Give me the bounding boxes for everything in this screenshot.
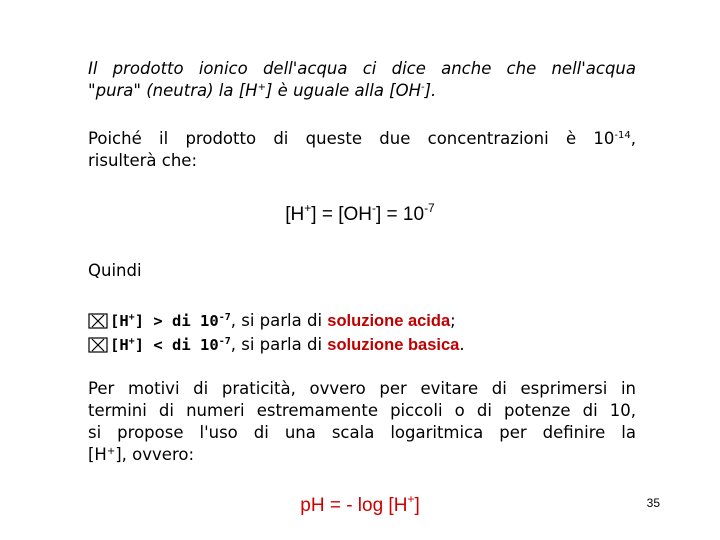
eq-fragment: ] = [OH	[311, 204, 372, 225]
superscript: +	[106, 446, 116, 457]
text-fragment: ], ovvero:	[115, 445, 195, 464]
text-fragment: .	[459, 335, 465, 354]
boxed-x-icon	[88, 337, 110, 359]
text-line: risulterà che:	[88, 151, 198, 170]
condition	[110, 312, 231, 330]
text-fragment: ].	[424, 81, 437, 100]
superscript: +	[407, 492, 415, 506]
superscript: +	[304, 201, 312, 215]
page-number: 35	[646, 496, 660, 510]
text-line: si propose l'uso di una scala logaritmica per definire la	[88, 423, 636, 442]
text-fragment: [H	[88, 445, 107, 464]
text-fragment: ] < di 10	[134, 336, 219, 354]
paragraph-ionic-product	[88, 58, 636, 102]
condition	[110, 336, 231, 354]
text-fragment: "pura" (neutra) la [H	[88, 81, 258, 100]
text-line: Il prodotto ionico dell'acqua ci dice anche che nell'acqua	[88, 59, 636, 78]
highlight-basic: soluzione basica	[327, 336, 460, 354]
superscript: -7	[218, 312, 231, 323]
boxed-x-icon	[88, 313, 110, 335]
superscript: +	[257, 82, 266, 93]
text-line	[88, 444, 636, 466]
superscript: +	[128, 312, 135, 323]
equation-ph	[0, 492, 720, 517]
superscript: -7	[218, 336, 231, 347]
bullet-acid	[88, 310, 456, 335]
superscript: -	[421, 82, 425, 93]
text-fragment: [H	[110, 312, 129, 330]
text-fragment: [H	[110, 336, 129, 354]
text-line: Per motivi di praticità, ovvero per evitare di esprimersi in	[88, 379, 636, 398]
paragraph-product	[88, 128, 636, 172]
superscript: -14	[614, 130, 631, 141]
text-fragment: ] > di 10	[134, 312, 219, 330]
text-line	[88, 128, 636, 150]
eq-fragment: pH = - log [H	[300, 495, 408, 516]
superscript: -7	[424, 201, 435, 215]
bullet-basic	[88, 334, 465, 359]
equation-neutral	[0, 201, 720, 226]
superscript: -	[371, 201, 376, 215]
text-fragment: , si parla di	[230, 311, 328, 330]
paragraph-log-scale	[88, 378, 636, 466]
quindi-label: Quindi	[88, 261, 142, 280]
text-fragment: Poiché il prodotto di queste due concentrazioni è 10	[88, 129, 615, 148]
highlight-acid: soluzione acida	[327, 312, 451, 330]
text-fragment: ,	[630, 129, 636, 148]
text-line: termini di numeri estremamente piccoli o di potenze di 10,	[88, 401, 636, 420]
text-fragment: ] è uguale alla [OH	[265, 81, 422, 100]
superscript: +	[128, 336, 135, 347]
text-line	[88, 80, 636, 102]
text-fragment: ;	[450, 311, 456, 330]
eq-fragment: ]	[414, 495, 420, 516]
eq-fragment: [H	[285, 204, 305, 225]
text-fragment: , si parla di	[230, 335, 328, 354]
eq-fragment: ] = 10	[375, 204, 425, 225]
